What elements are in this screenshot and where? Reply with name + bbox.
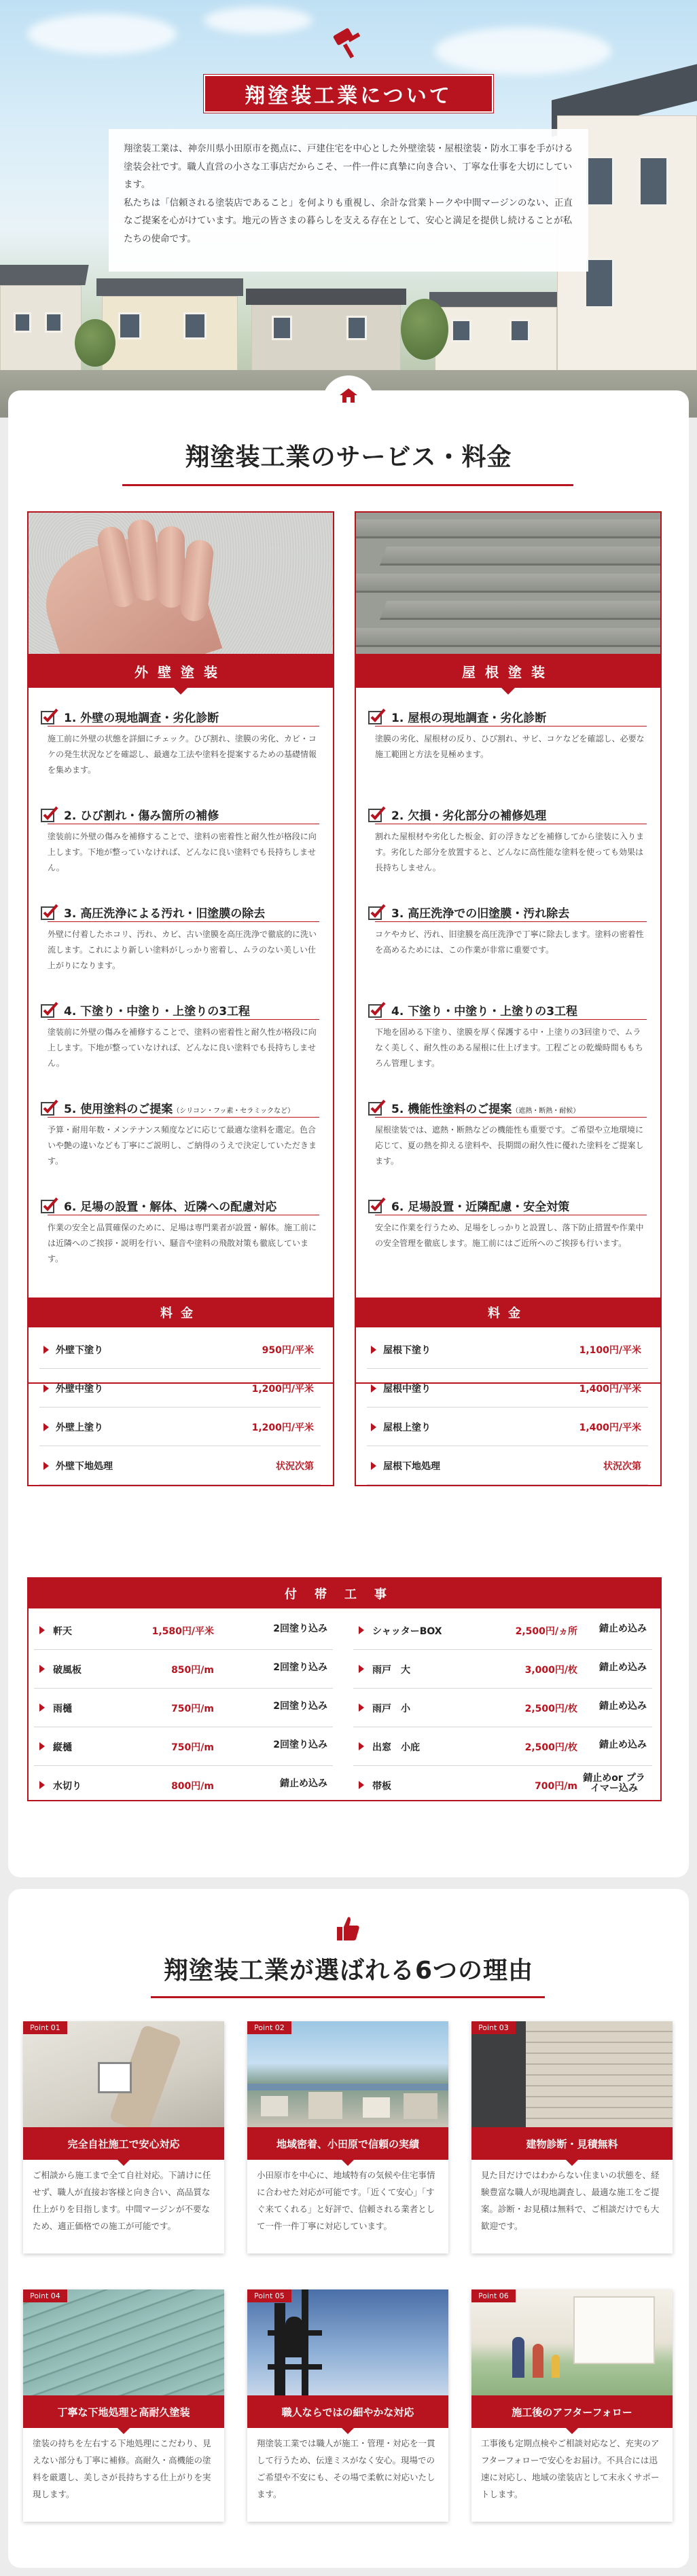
service-item-desc: 安全に作業を行うため、足場をしっかりと設置し、落下防止措置や作業中の安全管理を徹底します。施工前にはご近所へのご挨拶も行います。 — [375, 1223, 644, 1248]
arrow-right-icon — [39, 1665, 45, 1673]
extra-value: 3,000円/枚 — [524, 1665, 577, 1676]
extra-value: 850円/m — [171, 1665, 214, 1676]
price-value: 1,100円/平米 — [579, 1345, 641, 1356]
checkbox-icon — [368, 806, 386, 822]
paint-brush-icon — [330, 26, 367, 62]
price-frame — [355, 1298, 662, 1486]
extra-value: 800円/m — [171, 1781, 214, 1792]
extra-work-header: 付帯工事 — [29, 1579, 660, 1608]
extra-value: 750円/m — [171, 1704, 214, 1714]
reason-title: 建物診断・見積無料 — [471, 2127, 673, 2160]
arrow-right-icon — [359, 1665, 364, 1673]
reason-text: 工事後も定期点検やご相談対応など、充実のアフターフォローで安心をお届け。不具合には迅速に対応し、地域の塗装店として末永くサポートします。 — [481, 2438, 660, 2499]
service-item-title: 1. 外壁の現地調査・劣化診断 — [64, 712, 219, 725]
extra-name: 出窓 小庇 — [372, 1742, 420, 1753]
reason-text: 小田原市を中心に、地域特有の気候や住宅事情に合わせた対応が可能です。「近くて安心」「すぐ来てくれる」と好評で、信頼される業者として一件一件丁寧に対応しています。 — [257, 2170, 435, 2231]
extra-row — [353, 1689, 652, 1727]
about-paragraph: 私たちは「信頼される塗装店であること」を何よりも重視し、余計な営業トークや中間マージンのない、正直なご提案を心がけています。地元の皆さまの暮らしを支える存在として、安心と満足を提供し続けることが私たちの使命です。 — [124, 197, 573, 244]
reason-photo — [23, 2289, 224, 2395]
service-item-desc: 外壁に付着したホコリ、汚れ、カビ、古い塗膜を高圧洗浄で徹底的に洗い流します。これにより新しい塗料がしっかり密着し、ムラのない美しい仕上がりになります。 — [48, 930, 317, 970]
extra-note: 錆止め込み — [599, 1701, 647, 1712]
extra-row — [34, 1727, 333, 1766]
service-item-title-text: 5. 機能性塗料のご提案 — [391, 1103, 512, 1116]
price-value: 1,200円/平米 — [251, 1384, 314, 1395]
extra-note: 錆止め込み — [280, 1778, 327, 1789]
reason-badge: Point 01 — [23, 2021, 67, 2034]
arrow-right-icon — [39, 1742, 45, 1750]
arrow-right-icon — [39, 1704, 45, 1712]
price-name: 外壁中塗り — [56, 1384, 103, 1395]
services-section — [8, 390, 689, 1877]
price-name: 屋根下地処理 — [383, 1461, 440, 1472]
reason-card — [471, 2289, 673, 2522]
price-value: 950円/平米 — [262, 1345, 314, 1356]
service-item-desc: 施工前に外壁の状態を詳細にチェック。ひび割れ、塗膜の劣化、カビ・コケの発生状況などを確認し、最適な工法や塗料を提案するための基礎情報を集めます。 — [48, 734, 317, 775]
reason-photo — [471, 2289, 673, 2395]
reason-title: 完全自社施工で安心対応 — [23, 2127, 224, 2160]
reason-card — [247, 2289, 448, 2522]
divider — [375, 1117, 647, 1118]
checkbox-icon — [41, 1099, 58, 1116]
reason-photo — [247, 2289, 448, 2395]
price-name: 外壁上塗り — [56, 1422, 103, 1433]
extra-value: 750円/m — [171, 1742, 214, 1753]
service-item-title: 6. 足場設置・近隣配慮・安全対策 — [391, 1200, 570, 1214]
title-underline — [151, 1996, 545, 1998]
arrow-right-icon — [39, 1781, 45, 1789]
service-item-desc: 割れた屋根材や劣化した板金、釘の浮きなどを補修してから塗装に入ります。劣化した部分を放置すると、どんなに高性能な塗料を使っても効果は長持ちしません。 — [375, 832, 645, 872]
extra-name: 破風板 — [53, 1665, 82, 1676]
reason-text: 見た目だけではわからない住まいの状態を、経験豊富な職人が現地調査し、最適な施工をご提案。診断・お見積は無料で、ご相談だけでも大歓迎です。 — [481, 2170, 660, 2231]
extra-name: 縦樋 — [53, 1742, 72, 1753]
extra-note: 2回塗り込み — [273, 1623, 327, 1634]
extra-note: 錆止め込み — [599, 1740, 647, 1750]
service-item-title: 4. 下塗り・中塗り・上塗りの3工程 — [64, 1005, 251, 1018]
extra-note: 錆止め込み — [599, 1623, 647, 1634]
reason-card — [23, 2289, 224, 2522]
service-item-desc: 塗装前に外壁の傷みを補修することで、塗料の密着性と耐久性が格段に向上します。下地が整っていなければ、どんなに良い塗料でも長持ちしません。 — [48, 1027, 317, 1068]
extra-note: 2回塗り込み — [273, 1740, 327, 1750]
extra-value: 700円/m — [535, 1781, 577, 1792]
reason-title: 丁寧な下地処理と高耐久塗装 — [23, 2395, 224, 2428]
extra-name: 雨戸 大 — [372, 1665, 410, 1676]
reason-title: 職人ならではの細やかな対応 — [247, 2395, 448, 2428]
reason-badge: Point 06 — [471, 2289, 516, 2302]
reason-badge: Point 03 — [471, 2021, 516, 2034]
about-title: 翔塗装工業について — [204, 75, 493, 113]
price-name: 屋根上塗り — [383, 1422, 431, 1433]
reason-photo — [23, 2021, 224, 2127]
service-item-title — [64, 1099, 294, 1116]
reason-card — [471, 2021, 673, 2253]
extra-name: 雨樋 — [53, 1704, 72, 1714]
reason-title: 地域密着、小田原で信頼の実績 — [247, 2127, 448, 2160]
service-item-title: 3. 高圧洗浄での旧塗膜・汚れ除去 — [391, 907, 570, 921]
arrow-right-icon — [359, 1626, 364, 1634]
reason-badge: Point 05 — [247, 2289, 291, 2302]
price-value: 1,200円/平米 — [251, 1422, 314, 1433]
reason-text: 塗装の持ちを左右する下地処理にこだわり、見えない部分も丁寧に補修。高耐久・高機能の塗料を厳選し、美しさが長持ちする仕上がりを実現します。 — [33, 2438, 211, 2499]
extra-note: 2回塗り込み — [273, 1701, 327, 1712]
extra-value: 2,500円/ヵ所 — [515, 1626, 577, 1637]
checkbox-icon — [368, 708, 386, 724]
price-value: 1,400円/平米 — [579, 1384, 641, 1395]
house-icon — [338, 387, 359, 403]
arrow-right-icon — [359, 1704, 364, 1712]
price-header: 料金 — [29, 1298, 333, 1327]
house-illustration — [0, 265, 82, 380]
wall-photo — [29, 513, 333, 654]
services-title: 翔塗装工業のサービス・料金 — [185, 443, 512, 471]
price-name: 外壁下塗り — [56, 1345, 103, 1356]
price-frame — [27, 1298, 334, 1486]
extra-value: 2,500円/枚 — [524, 1742, 577, 1753]
extra-row — [34, 1611, 333, 1650]
price-name: 外壁下地処理 — [56, 1461, 113, 1472]
service-item-desc: 塗装前に外壁の傷みを補修することで、塗料の密着性と耐久性が格段に向上します。下地が整っていなければ、どんなに良い塗料でも長持ちしません。 — [48, 832, 317, 872]
reason-card — [247, 2021, 448, 2253]
reason-text: 翔塗装工業では職人が施工・管理・対応を一貫して行うため、伝達ミスがなく安心。現場でのご希望や不安にも、その場で柔軟に対応いたします。 — [257, 2438, 435, 2499]
service-item-desc: 下地を固める下塗り、塗膜を厚く保護する中・上塗りの3回塗りで、ムラなく美しく、耐久性のある屋根に仕上げます。工程ごとの乾燥時間ももちろん管理します。 — [375, 1027, 643, 1068]
service-item-desc: 屋根塗装では、遮熱・断熱などの機能性も重要です。ご希望や立地環境に応じて、夏の熱を抑える塗料や、長期間の耐久性に優れた塗料をご提案します。 — [375, 1125, 644, 1166]
divider — [48, 1019, 319, 1020]
extra-row — [34, 1689, 333, 1727]
checkbox-icon — [368, 1197, 386, 1213]
checkbox-icon — [41, 904, 58, 920]
about-hero — [0, 0, 697, 418]
divider — [375, 1019, 647, 1020]
checkbox-icon — [41, 708, 58, 724]
title-underline — [122, 484, 573, 486]
exterior-wall-header: 外壁塗装 — [29, 654, 333, 688]
service-item-title — [391, 1099, 579, 1116]
reason-photo — [247, 2021, 448, 2127]
service-item-title: 1. 屋根の現地調査・劣化診断 — [391, 712, 547, 725]
extra-name: シャッターBOX — [372, 1626, 442, 1637]
about-description — [109, 129, 588, 272]
service-item-desc: 予算・耐用年数・メンテナンス頻度などに応じて最適な塗料を選定。色合いや艶の違いなども丁寧にご説明し、ご納得のうえで決定していただきます。 — [48, 1125, 317, 1166]
roof-header: 屋根塗装 — [356, 654, 660, 688]
checkbox-icon — [368, 904, 386, 920]
reasons-title: 翔塗装工業が選ばれる6つの理由 — [163, 1957, 534, 1985]
extra-note: 2回塗り込み — [273, 1662, 327, 1673]
about-paragraph: 翔塗装工業は、神奈川県小田原市を拠点に、戸建住宅を中心とした外壁塗装・屋根塗装・防水工事を手がける塗装会社です。職人直営の小さな工事店だからこそ、一件一件に真摯に向き合い、丁寧な仕事を大切にしています。 — [124, 143, 573, 190]
divider — [48, 1117, 319, 1118]
extra-value: 2,500円/枚 — [524, 1704, 577, 1714]
roof-photo — [356, 513, 660, 654]
arrow-right-icon — [39, 1626, 45, 1634]
extra-row — [353, 1766, 652, 1805]
service-item-desc: 塗膜の劣化、屋根材の反り、ひび割れ、サビ、コケなどを確認し、必要な施工範囲と方法を見極めます。 — [375, 734, 645, 759]
price-value: 状況次第 — [603, 1461, 641, 1472]
price-value: 1,400円/平米 — [579, 1422, 641, 1433]
service-item-desc: 作業の安全と品質確保のために、足場は専門業者が設置・解体。施工前には近隣へのご挨拶・説明を行い、騒音や塗料の飛散対策も徹底しています。 — [48, 1223, 317, 1264]
reason-photo — [471, 2021, 673, 2127]
extra-name: 帯板 — [372, 1781, 391, 1792]
checkbox-icon — [41, 1197, 58, 1213]
extra-row — [353, 1727, 652, 1766]
service-item-title-text: 5. 使用塗料のご提案 — [64, 1103, 173, 1116]
service-item-desc: コケやカビ、汚れ、旧塗膜を高圧洗浄で丁寧に除去します。塗料の密着性を高めるためには、この作業が非常に重要です。 — [375, 930, 644, 955]
checkbox-icon — [41, 1001, 58, 1018]
service-item-title: 2. ひび割れ・傷み箇所の補修 — [64, 809, 219, 823]
extra-note: 錆止め込み — [599, 1662, 647, 1673]
extra-name: 雨戸 小 — [372, 1704, 410, 1714]
checkbox-icon — [368, 1099, 386, 1116]
divider — [375, 921, 647, 922]
service-item-title: 4. 下塗り・中塗り・上塗りの3工程 — [391, 1005, 578, 1018]
divider — [48, 921, 319, 922]
checkbox-icon — [368, 1001, 386, 1018]
reason-title: 施工後のアフターフォロー — [471, 2395, 673, 2428]
reason-badge: Point 04 — [23, 2289, 67, 2302]
thumbs-up-icon — [336, 1915, 360, 1942]
reason-card — [23, 2021, 224, 2253]
extra-note: 錆止めor プライマー込み — [583, 1773, 645, 1794]
service-item-title: 3. 高圧洗浄による汚れ・旧塗膜の除去 — [64, 907, 266, 921]
extra-row — [34, 1766, 333, 1805]
extra-work-table — [27, 1577, 662, 1801]
arrow-right-icon — [359, 1742, 364, 1750]
service-item-title: 6. 足場の設置・解体、近隣への配慮対応 — [64, 1200, 277, 1214]
arrow-right-icon — [359, 1781, 364, 1789]
price-header: 料金 — [356, 1298, 660, 1327]
extra-row — [353, 1650, 652, 1689]
extra-name: 軒天 — [53, 1626, 72, 1637]
service-item-note: （遮熱・断熱・耐候） — [512, 1107, 580, 1115]
checkbox-icon — [41, 806, 58, 822]
price-value: 状況次第 — [276, 1461, 314, 1472]
extra-value: 1,580円/平米 — [151, 1626, 214, 1637]
reason-text: ご相談から施工まで全て自社対応。下請けに任せず、職人が直接お客様と向き合い、高品質な仕上がりを目指します。中間マージンが不要なため、適正価格での施工が可能です。 — [33, 2170, 211, 2231]
service-item-note: （シリコン・フッ素・セラミックなど） — [173, 1107, 295, 1115]
service-item-title: 2. 欠損・劣化部分の補修処理 — [391, 809, 547, 823]
price-name: 屋根中塗り — [383, 1384, 431, 1395]
extra-row — [34, 1650, 333, 1689]
reason-badge: Point 02 — [247, 2021, 291, 2034]
reasons-section — [8, 1889, 689, 2568]
extra-name: 水切り — [53, 1781, 82, 1792]
extra-row — [353, 1611, 652, 1650]
price-name: 屋根下塗り — [383, 1345, 431, 1356]
